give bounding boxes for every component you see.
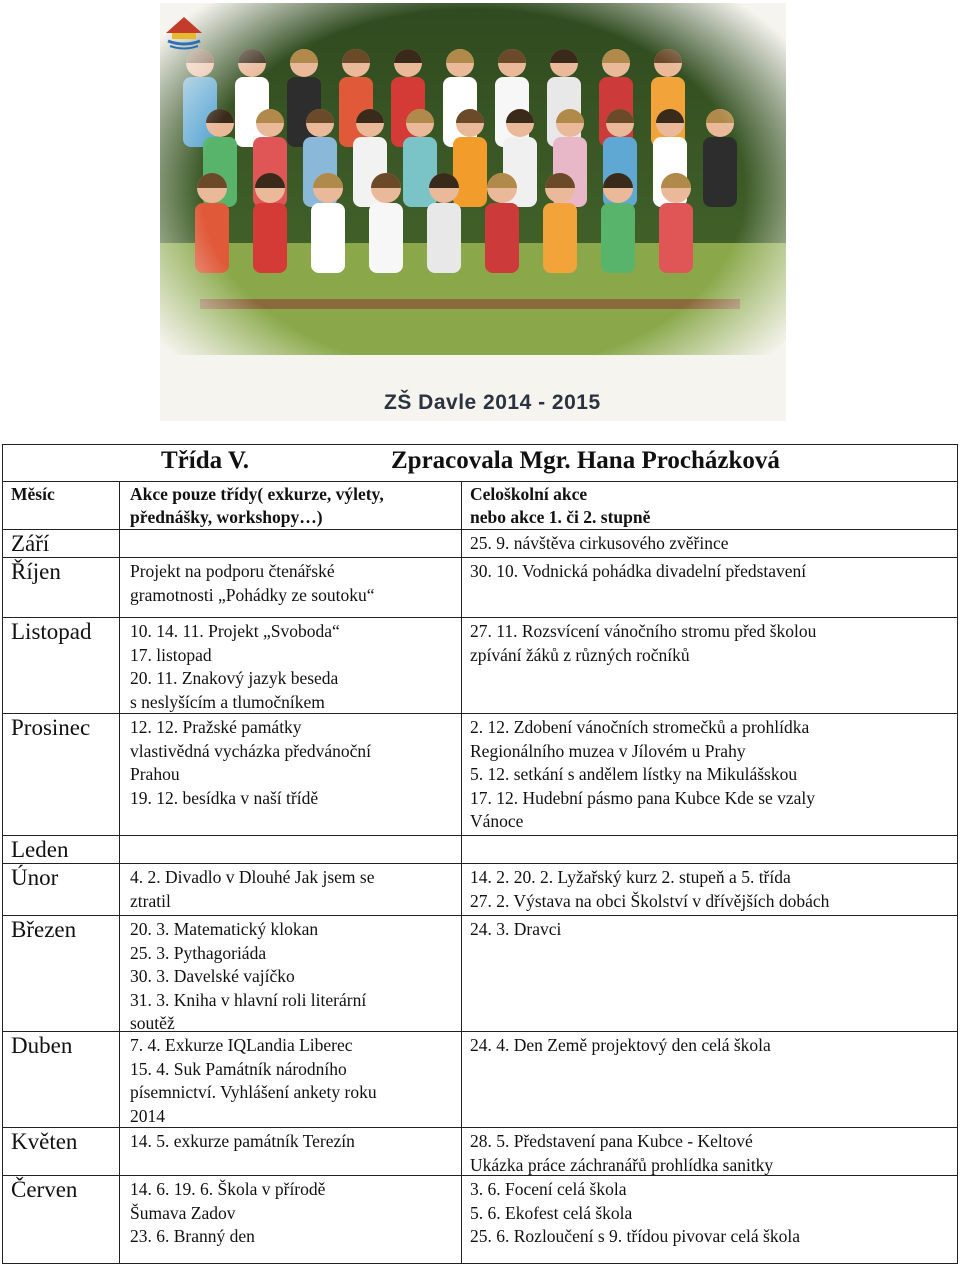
month-label: Únor [11, 865, 59, 890]
class-event-line: vlastivědná vycházka předvánoční [130, 740, 372, 761]
class-event-line: soutěž [130, 1013, 175, 1033]
class-event-line: 23. 6. Branný den [130, 1226, 255, 1246]
table-row-divider [3, 557, 957, 558]
class-event-line: 25. 3. Pythagoriáda [130, 942, 267, 963]
school-logo-icon [160, 3, 208, 51]
table-row-divider [3, 713, 957, 714]
school-event-line: 5. 6. Ekofest celá škola [470, 1202, 633, 1223]
month-label: Duben [11, 1033, 73, 1058]
class-event-line: Projekt na podporu čtenářské [130, 561, 335, 581]
school-event-line: 5. 12. setkání s andělem lístky na Mikulášskou [470, 764, 798, 784]
class-event-line: Prahou [130, 764, 180, 784]
photo-caption: ZŠ Davle 2014 - 2015 [384, 391, 601, 414]
month-label: Září [11, 531, 50, 556]
class-event-line: s neslyšícím a tlumočníkem [130, 691, 325, 712]
table-row-divider [3, 1175, 957, 1176]
class-event-line: 20. 3. Matematický klokan [130, 919, 319, 939]
school-event-line: 28. 5. Představení pana Kubce - Keltové [470, 1131, 753, 1151]
class-event-line: 12. 12. Pražské památky [130, 717, 302, 737]
school-event-line: 25. 9. návštěva cirkusového zvěřince [470, 533, 729, 553]
month-label: Leden [11, 837, 69, 862]
table-column-divider [119, 481, 120, 1263]
col-header-school-line: nebo akce 1. či 2. stupně [470, 507, 651, 527]
school-event-line: 14. 2. 20. 2. Lyžařský kurz 2. stupeň a 5. třída [470, 867, 791, 887]
class-photo [160, 3, 786, 421]
table-row-divider [3, 835, 957, 836]
school-event-line: zpívání žáků z různých ročníků [470, 644, 690, 665]
class-event-line: 2014 [130, 1105, 165, 1126]
col-header-class-line: Akce pouze třídy( exkurze, výlety, [130, 484, 384, 504]
author: Zpracovala Mgr. Hana Procházková [391, 447, 780, 474]
school-event-line: Regionálního muzea v Jílovém u Prahy [470, 740, 746, 761]
col-header-month: Měsíc [11, 484, 55, 504]
class-title: Třída V. [161, 447, 250, 474]
school-event-line: 25. 6. Rozloučení s 9. třídou pivovar celá škola [470, 1226, 800, 1246]
month-label: Prosinec [11, 715, 91, 740]
month-label: Říjen [11, 559, 61, 584]
class-event-line: 31. 3. Kniha v hlavní roli literární [130, 989, 367, 1010]
table-row-divider [3, 529, 957, 530]
school-event-line: 27. 11. Rozsvícení vánočního stromu před školou [470, 621, 817, 641]
school-event-line: 17. 12. Hudební pásmo pana Kubce Kde se vzaly [470, 787, 816, 808]
class-event-line: 7. 4. Exkurze IQLandia Liberec [130, 1035, 353, 1055]
class-event-line: gramotnosti „Pohádky ze soutoku“ [130, 584, 375, 605]
class-event-line: 19. 12. besídka v naší třídě [130, 787, 319, 808]
table-row-divider [3, 481, 957, 482]
school-event-line: Vánoce [470, 811, 524, 831]
class-event-line: 17. listopad [130, 644, 212, 665]
class-event-line: 20. 11. Znakový jazyk beseda [130, 668, 339, 688]
col-header-class-line: přednášky, workshopy…) [130, 507, 323, 527]
school-event-line: 24. 3. Dravci [470, 919, 562, 939]
col-header-school-line: Celoškolní akce [470, 484, 588, 504]
class-event-line: 14. 5. exkurze památník Terezín [130, 1131, 355, 1151]
class-event-line: 15. 4. Suk Památník národního [130, 1058, 347, 1079]
table-row-divider [3, 863, 957, 864]
month-label: Listopad [11, 619, 92, 644]
school-event-line: 2. 12. Zdobení vánočních stromečků a prohlídka [470, 717, 810, 737]
table-row-divider [3, 617, 957, 618]
month-label: Červen [11, 1177, 78, 1202]
table-row-divider [3, 1031, 957, 1032]
month-label: Březen [11, 917, 77, 942]
table-row-divider [3, 915, 957, 916]
table-column-divider [461, 481, 462, 1263]
school-event-line: 30. 10. Vodnická pohádka divadelní představení [470, 561, 807, 581]
school-event-line: 24. 4. Den Země projektový den celá škola [470, 1035, 771, 1055]
school-event-line: 3. 6. Focení celá škola [470, 1179, 627, 1199]
class-event-line: 4. 2. Divadlo v Dlouhé Jak jsem se [130, 867, 375, 887]
school-event-line: Ukázka práce záchranářů prohlídka sanitky [470, 1154, 774, 1175]
table-row-divider [3, 1127, 957, 1128]
class-event-line: písemnictví. Vyhlášení ankety roku [130, 1082, 377, 1102]
school-event-line: 27. 2. Výstava na obci Školství v dřívějších dobách [470, 890, 830, 911]
events-table [2, 444, 958, 1264]
class-event-line: 14. 6. 19. 6. Škola v přírodě [130, 1179, 326, 1199]
class-photo-image [160, 3, 786, 421]
class-event-line: ztratil [130, 890, 171, 911]
class-event-line: Šumava Zadov [130, 1202, 236, 1223]
class-event-line: 10. 14. 11. Projekt „Svoboda“ [130, 621, 340, 641]
month-label: Květen [11, 1129, 78, 1154]
class-event-line: 30. 3. Davelské vajíčko [130, 966, 295, 986]
